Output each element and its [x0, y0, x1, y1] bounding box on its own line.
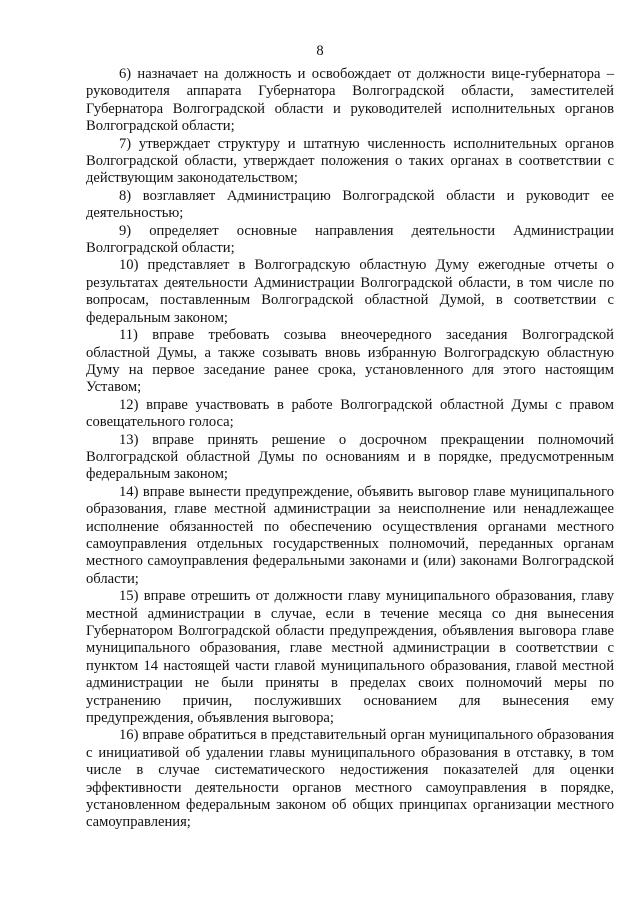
paragraph-item-13: 13) вправе принять решение о досрочном прекращении полномочий Волгоградской областной Думы по основаниям и в порядке, предусмотренным федеральным законом;	[86, 431, 614, 483]
paragraph-item-7: 7) утверждает структуру и штатную численность исполнительных органов Волгоградской области, утверждает положения о таких органах в соответствии с действующим законодательством;	[86, 135, 614, 187]
document-body	[86, 66, 614, 832]
paragraph-item-11: 11) вправе требовать созыва внеочередного заседания Волгоградской областной Думы, а также созывать вновь избранную Волгоградскую областную Думу на первое заседание ранее срока, установленного для этого настоящим Уставом;	[86, 327, 614, 396]
paragraph-item-10: 10) представляет в Волгоградскую областную Думу ежегодные отчеты о результатах деятельности Администрации Волгоградской области, в том числе по вопросам, поставленным Волгоградской областной Думой, в соответствии с федеральным законом;	[86, 257, 614, 326]
paragraph-item-12: 12) вправе участвовать в работе Волгоградской областной Думы с правом совещательного голоса;	[86, 396, 614, 431]
paragraph-item-9: 9) определяет основные направления деятельности Администрации Волгоградской области;	[86, 222, 614, 257]
paragraph-item-16: 16) вправе обратиться в представительный орган муниципального образования с инициативой об удалении главы муниципального образования в отставку, в том числе в случае систематического недостижения показателей для оценки эффективности деятельности органов местного самоуправления в порядке, установленном федеральным законом об общих принципах организации местного самоуправления;	[86, 727, 614, 831]
paragraph-item-6: 6) назначает на должность и освобождает от должности вице-губернатора – руководителя аппарата Губернатора Волгоградской области, заместителей Губернатора Волгоградской области и руководителей исполнительных органов Волгоградской области;	[86, 66, 614, 135]
paragraph-item-8: 8) возглавляет Администрацию Волгоградской области и руководит ее деятельностью;	[86, 187, 614, 222]
paragraph-item-14: 14) вправе вынести предупреждение, объявить выговор главе муниципального образования, главе местной администрации за неисполнение или ненадлежащее исполнение обязанностей по обеспечению осуществления органами местного самоуправления отдельных государственных полномочий, переданных органам местного самоуправления федеральными законами и (или) законами Волгоградской области;	[86, 483, 614, 587]
paragraph-item-15: 15) вправе отрешить от должности главу муниципального образования, главу местной администрации в случае, если в течение месяца со дня вынесения Губернатором Волгоградской области предупреждения, объявления выговора главе муниципального образования, главе местной администрации в соответствии с пунктом 14 настоящей части главой муниципального образования, главой местной администрации не были приняты в пределах своих полномочий меры по устранению причин, послуживших основанием для вынесения ему предупреждения, объявления выговора;	[86, 588, 614, 727]
page-number: 8	[316, 43, 324, 59]
